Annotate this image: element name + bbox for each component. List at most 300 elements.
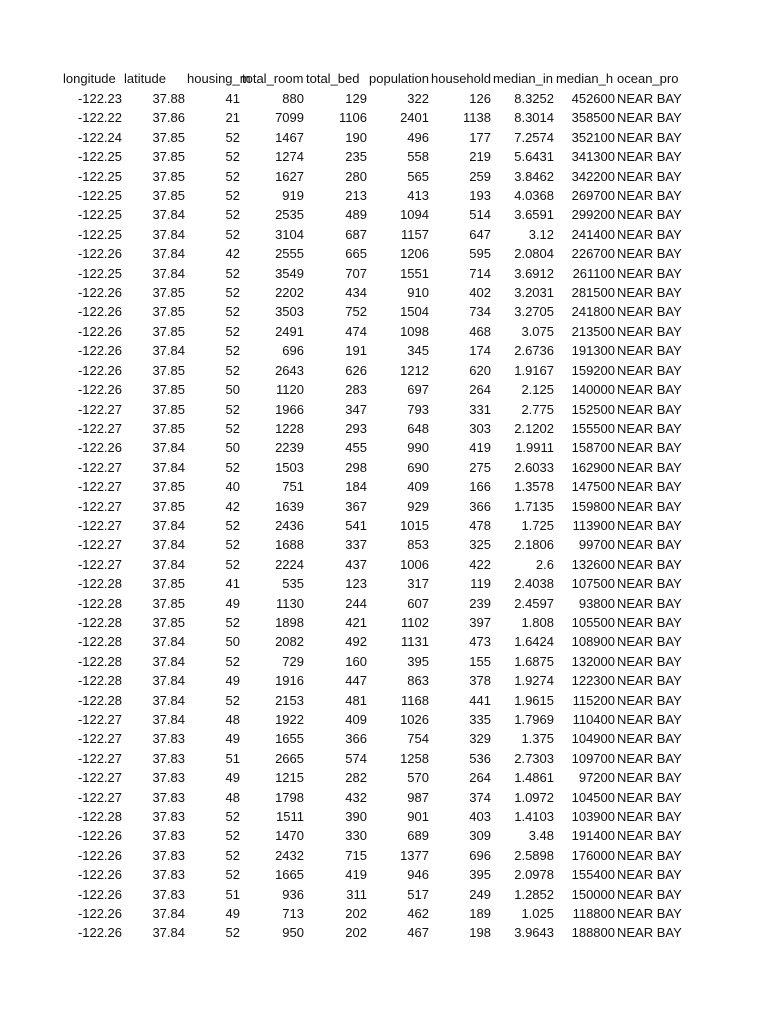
total-rooms-cell: 2436 [275,517,304,533]
latitude-cell: 37.84 [152,517,185,533]
median-house-value-cell: 241400 [571,226,615,242]
median-house-value-header: median_h [556,71,614,86]
total-rooms-cell: 1922 [275,712,304,727]
housing-median-age-cell: 52 [225,867,240,883]
longitude-cell: -122.26 [77,285,122,301]
households-cell: 397 [469,614,491,630]
total-rooms-cell: 1130 [276,595,304,611]
households-cell: 620 [469,362,491,378]
median-house-value-cell: 158700 [571,440,615,456]
households-cell: 329 [469,731,491,747]
total-bedrooms-cell: 129 [345,91,367,106]
total-rooms-cell: 936 [282,886,304,902]
population-cell: 1212 [400,362,429,378]
population-cell: 558 [407,149,429,165]
population-cell: 467 [407,925,429,941]
table-row [62,652,682,671]
households-cell: 126 [469,91,491,106]
total-rooms-cell: 7099 [275,110,304,126]
median-income-cell: 1.9274 [514,673,554,689]
longitude-cell: -122.26 [77,867,122,883]
population-cell: 1006 [400,556,429,572]
median-income-cell: 2.0804 [514,246,554,262]
ocean-proximity-cell: NEAR BAY [617,188,682,204]
population-cell: 853 [407,537,429,553]
housing-median-age-cell: 49 [225,906,240,922]
total-bedrooms-cell: 434 [345,285,367,301]
households-cell: 331 [469,401,491,417]
median-house-value-cell: 159200 [571,362,615,378]
total-bedrooms-cell: 160 [345,653,367,669]
longitude-cell: -122.28 [77,614,122,630]
total-rooms-cell: 1467 [275,129,304,145]
total-rooms-cell: 1215 [275,770,304,786]
housing-median-age-cell: 41 [225,91,240,106]
latitude-cell: 37.85 [152,285,185,301]
households-cell: 374 [469,789,491,805]
population-cell: 1015 [400,517,429,533]
population-cell: 648 [407,420,429,436]
table-row [62,205,682,224]
table-row [62,147,682,166]
housing-median-age-cell: 52 [225,226,240,242]
population-cell: 1168 [401,692,429,708]
median-house-value-cell: 241800 [571,304,615,320]
median-house-value-cell: 155500 [571,420,615,436]
median-income-cell: 1.9615 [514,692,554,708]
total-rooms-cell: 2432 [275,847,304,863]
latitude-cell: 37.83 [152,750,185,766]
population-cell: 395 [407,653,429,669]
housing-median-age-cell: 50 [225,382,240,398]
housing-median-age-cell: 52 [225,517,240,533]
median-income-cell: 1.6424 [514,634,554,650]
housing-median-age-cell: 49 [225,731,240,747]
population-cell: 1102 [401,614,429,630]
total-rooms-header: total_room [242,71,304,86]
table-row [62,555,682,574]
latitude-cell: 37.83 [152,886,185,902]
latitude-cell: 37.85 [152,129,185,145]
housing-median-age-cell: 52 [225,285,240,301]
median-house-value-cell: 341300 [571,149,615,165]
total-bedrooms-cell: 235 [345,149,367,165]
population-cell: 462 [407,906,429,922]
households-cell: 219 [469,149,491,165]
ocean-proximity-cell: NEAR BAY [617,770,682,786]
median-house-value-cell: 352100 [571,129,615,145]
total-bedrooms-cell: 715 [345,847,367,863]
housing-median-age-cell: 52 [225,323,240,339]
longitude-cell: -122.28 [77,692,122,708]
table-row [62,710,682,729]
latitude-cell: 37.83 [152,867,185,883]
ocean-proximity-cell: NEAR BAY [617,168,682,184]
median-house-value-cell: 109700 [571,750,615,766]
total-rooms-cell: 1655 [275,731,304,747]
population-cell: 901 [407,809,429,825]
longitude-cell: -122.25 [77,207,122,223]
total-bedrooms-cell: 337 [345,537,367,553]
total-bedrooms-cell: 191 [345,343,367,359]
population-cell: 409 [407,479,429,495]
latitude-cell: 37.84 [152,556,185,572]
ocean-proximity-cell: NEAR BAY [617,304,682,320]
households-cell: 198 [469,925,491,941]
housing-median-age-cell: 52 [225,265,240,281]
ocean-proximity-cell: NEAR BAY [617,91,682,106]
latitude-cell: 37.84 [152,265,185,281]
households-cell: 473 [469,634,491,650]
latitude-cell: 37.85 [152,304,185,320]
median-income-cell: 1.808 [521,614,554,630]
median-house-value-cell: 108900 [571,634,615,650]
median-income-cell: 1.375 [521,731,554,747]
ocean-proximity-cell: NEAR BAY [617,265,682,281]
total-rooms-cell: 696 [282,343,304,359]
total-rooms-cell: 919 [282,188,304,204]
ocean-proximity-cell: NEAR BAY [617,323,682,339]
latitude-cell: 37.84 [152,537,185,553]
latitude-cell: 37.84 [152,925,185,941]
population-cell: 565 [407,168,429,184]
total-bedrooms-cell: 481 [345,692,367,708]
ocean-proximity-cell: NEAR BAY [617,731,682,747]
total-rooms-cell: 1120 [276,382,304,398]
latitude-cell: 37.85 [152,362,185,378]
housing-median-age-cell: 52 [225,614,240,630]
median-income-cell: 1.6875 [514,653,554,669]
median-house-value-cell: 140000 [571,382,615,398]
ocean-proximity-cell: NEAR BAY [617,343,682,359]
population-cell: 317 [407,576,429,592]
total-rooms-cell: 2202 [275,285,304,301]
median-house-value-cell: 97200 [578,770,615,786]
households-cell: 422 [469,556,491,572]
table-row [62,341,682,360]
latitude-cell: 37.85 [152,149,185,165]
longitude-cell: -122.28 [77,576,122,592]
median-income-cell: 1.9167 [514,362,554,378]
population-cell: 1131 [401,634,429,650]
table-row [62,244,682,263]
population-cell: 1094 [400,207,429,223]
housing-median-age-cell: 52 [225,459,240,475]
households-cell: 734 [469,304,491,320]
population-cell: 345 [407,343,429,359]
total-rooms-cell: 2224 [275,556,304,572]
latitude-cell: 37.85 [152,595,185,611]
ocean-proximity-cell: NEAR BAY [617,925,682,941]
longitude-cell: -122.27 [77,459,122,475]
ocean-proximity-header: ocean_pro [617,71,679,86]
total-bedrooms-cell: 489 [345,207,367,223]
households-cell: 402 [469,285,491,301]
population-cell: 2401 [400,110,429,126]
latitude-header: latitude [124,71,166,86]
population-cell: 322 [407,91,429,106]
latitude-cell: 37.85 [152,479,185,495]
households-cell: 536 [469,750,491,766]
longitude-cell: -122.26 [77,440,122,456]
total-rooms-cell: 2153 [275,692,304,708]
longitude-cell: -122.26 [77,246,122,262]
population-cell: 517 [407,886,429,902]
longitude-header: longitude [63,71,116,86]
median-income-cell: 1.9911 [515,440,554,456]
median-income-cell: 1.0972 [514,789,554,805]
total-rooms-cell: 1503 [275,459,304,475]
population-cell: 929 [407,498,429,514]
population-cell: 1504 [400,304,429,320]
housing-median-age-cell: 52 [225,556,240,572]
table-row [62,826,682,845]
households-cell: 239 [469,595,491,611]
households-cell: 275 [469,459,491,475]
longitude-cell: -122.27 [77,401,122,417]
population-cell: 1026 [400,712,429,727]
median-income-cell: 8.3014 [514,110,554,126]
longitude-cell: -122.27 [77,420,122,436]
households-cell: 696 [469,847,491,863]
ocean-proximity-cell: NEAR BAY [617,867,682,883]
longitude-cell: -122.27 [77,517,122,533]
total-bedrooms-cell: 455 [345,440,367,456]
table-row [62,264,682,283]
total-rooms-cell: 1916 [275,673,304,689]
total-rooms-cell: 1511 [276,809,304,825]
total-bedrooms-cell: 213 [345,188,367,204]
population-header: population [369,71,429,86]
total-rooms-cell: 1639 [275,498,304,514]
housing-median-age-cell: 52 [225,304,240,320]
table-row [62,458,682,477]
total-rooms-cell: 3549 [275,265,304,281]
table-row [62,419,682,438]
housing-median-age-cell: 49 [225,770,240,786]
housing-median-age-cell: 52 [225,537,240,553]
households-cell: 193 [469,188,491,204]
households-cell: 177 [469,129,491,145]
median-house-value-cell: 118800 [572,906,615,922]
median-income-cell: 2.0978 [514,867,554,883]
households-cell: 478 [469,517,491,533]
median-income-header: median_in [493,71,553,86]
median-income-cell: 2.1806 [514,537,554,553]
table-row [62,574,682,593]
median-house-value-cell: 104900 [571,731,615,747]
median-house-value-cell: 103900 [571,809,615,825]
total-bedrooms-cell: 390 [345,809,367,825]
latitude-cell: 37.85 [152,323,185,339]
total-bedrooms-cell: 474 [345,323,367,339]
ocean-proximity-cell: NEAR BAY [617,576,682,592]
total-bedrooms-cell: 409 [345,712,367,727]
population-cell: 690 [407,459,429,475]
longitude-cell: -122.22 [77,110,122,126]
ocean-proximity-cell: NEAR BAY [617,440,682,456]
latitude-cell: 37.84 [152,459,185,475]
ocean-proximity-cell: NEAR BAY [617,285,682,301]
housing-median-age-cell: 52 [225,188,240,204]
housing-median-age-cell: 52 [225,149,240,165]
total-rooms-cell: 2239 [275,440,304,456]
median-house-value-cell: 452600 [571,91,615,106]
median-house-value-cell: 99700 [578,537,615,553]
housing-median-age-cell: 52 [225,401,240,417]
median-house-value-cell: 342200 [571,168,615,184]
housing-median-age-header: housing_m [187,71,251,86]
population-cell: 1157 [401,226,429,242]
total-bedrooms-cell: 280 [345,168,367,184]
total-bedrooms-cell: 447 [345,673,367,689]
ocean-proximity-cell: NEAR BAY [617,673,682,689]
total-bedrooms-cell: 687 [345,226,367,242]
total-rooms-cell: 1274 [275,149,304,165]
table-row [62,283,682,302]
longitude-cell: -122.27 [77,479,122,495]
population-cell: 1206 [400,246,429,262]
total-bedrooms-cell: 665 [345,246,367,262]
table-row [62,167,682,186]
table-row [62,632,682,651]
population-cell: 946 [407,867,429,883]
housing-median-age-cell: 49 [225,673,240,689]
median-house-value-cell: 281500 [571,285,615,301]
latitude-cell: 37.86 [152,110,185,126]
table-row [62,108,682,127]
housing-median-age-cell: 41 [225,576,240,592]
median-income-cell: 1.4861 [514,770,554,786]
table-row [62,89,682,108]
median-income-cell: 3.075 [521,323,554,339]
table-row [62,865,682,884]
table-row [62,671,682,690]
population-cell: 910 [407,285,429,301]
total-bedrooms-cell: 298 [345,459,367,475]
ocean-proximity-cell: NEAR BAY [617,226,682,242]
total-bedrooms-cell: 492 [345,634,367,650]
households-cell: 264 [469,382,491,398]
ocean-proximity-cell: NEAR BAY [617,207,682,223]
median-house-value-cell: 176000 [571,847,615,863]
total-rooms-cell: 2643 [275,362,304,378]
households-cell: 325 [469,537,491,553]
median-income-cell: 3.48 [528,828,554,844]
households-cell: 419 [469,440,491,456]
housing-median-age-cell: 52 [225,828,240,844]
population-cell: 793 [407,401,429,417]
ocean-proximity-cell: NEAR BAY [617,847,682,863]
latitude-cell: 37.85 [152,420,185,436]
total-rooms-cell: 535 [282,576,304,592]
total-rooms-cell: 950 [282,925,304,941]
households-cell: 395 [469,867,491,883]
housing-median-age-cell: 40 [225,479,240,495]
total-rooms-cell: 751 [282,479,304,495]
latitude-cell: 37.83 [152,847,185,863]
ocean-proximity-cell: NEAR BAY [617,498,682,514]
housing-median-age-cell: 52 [225,362,240,378]
ocean-proximity-cell: NEAR BAY [617,712,682,727]
households-cell: 119 [470,576,491,592]
median-income-cell: 2.6 [535,556,554,572]
total-rooms-cell: 2555 [275,246,304,262]
total-bedrooms-cell: 432 [345,789,367,805]
total-bedrooms-cell: 366 [345,731,367,747]
population-cell: 496 [407,129,429,145]
table-row [62,904,682,923]
table-row [62,768,682,787]
median-income-cell: 1.4103 [514,809,554,825]
median-house-value-cell: 159800 [571,498,615,514]
table-row [62,497,682,516]
ocean-proximity-cell: NEAR BAY [617,246,682,262]
population-cell: 987 [407,789,429,805]
population-cell: 697 [407,382,429,398]
longitude-cell: -122.26 [77,323,122,339]
median-house-value-cell: 269700 [571,188,615,204]
longitude-cell: -122.26 [77,304,122,320]
median-income-cell: 2.4038 [514,576,554,592]
population-cell: 754 [407,731,429,747]
longitude-cell: -122.28 [77,634,122,650]
households-cell: 378 [469,673,491,689]
latitude-cell: 37.84 [152,712,185,727]
population-cell: 1258 [400,750,429,766]
table-row [62,380,682,399]
latitude-cell: 37.84 [152,440,185,456]
median-house-value-cell: 104500 [571,789,615,805]
total-bedrooms-cell: 707 [345,265,367,281]
median-house-value-cell: 213500 [571,323,615,339]
longitude-cell: -122.27 [77,789,122,805]
population-cell: 1377 [400,847,429,863]
households-cell: 335 [469,712,491,727]
latitude-cell: 37.83 [152,789,185,805]
median-house-value-cell: 110400 [572,712,615,727]
ocean-proximity-cell: NEAR BAY [617,362,682,378]
table-body [62,89,682,943]
total-bedrooms-cell: 184 [345,479,367,495]
housing-median-age-cell: 50 [225,634,240,650]
median-house-value-cell: 93800 [578,595,615,611]
households-cell: 264 [469,770,491,786]
households-cell: 303 [469,420,491,436]
longitude-cell: -122.26 [77,886,122,902]
table-row [62,729,682,748]
longitude-cell: -122.23 [77,91,122,106]
ocean-proximity-cell: NEAR BAY [617,653,682,669]
table-row [62,594,682,613]
ocean-proximity-cell: NEAR BAY [617,634,682,650]
table-row [62,361,682,380]
total-rooms-cell: 3104 [275,226,304,242]
total-bedrooms-cell: 419 [345,867,367,883]
ocean-proximity-cell: NEAR BAY [617,479,682,495]
total-rooms-cell: 2082 [275,634,304,650]
ocean-proximity-cell: NEAR BAY [617,537,682,553]
median-house-value-cell: 132000 [571,653,615,669]
longitude-cell: -122.28 [77,653,122,669]
total-bedrooms-cell: 190 [345,129,367,145]
table-row [62,535,682,554]
longitude-cell: -122.25 [77,149,122,165]
longitude-cell: -122.27 [77,731,122,747]
longitude-cell: -122.26 [77,925,122,941]
median-house-value-cell: 105500 [571,614,615,630]
longitude-cell: -122.25 [77,226,122,242]
